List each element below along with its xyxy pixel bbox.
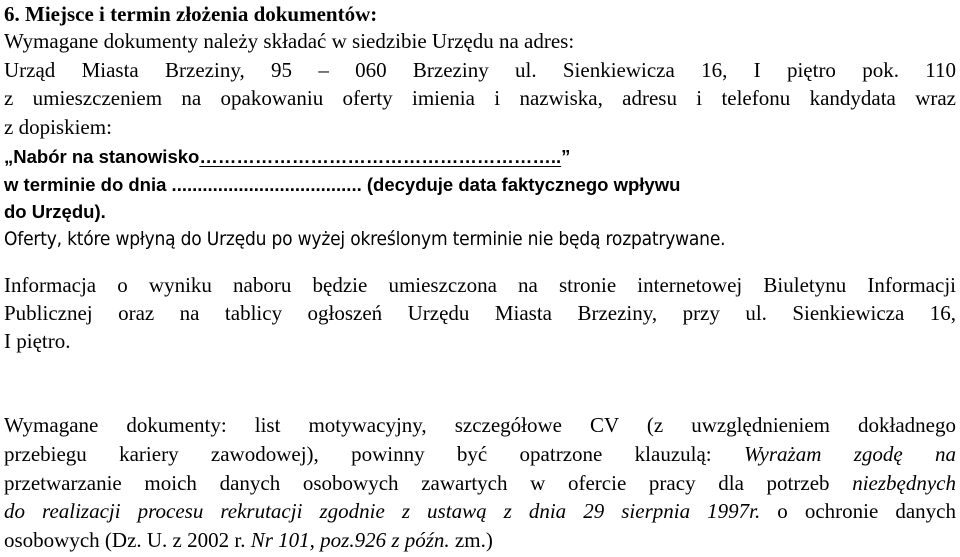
envelope-line: z umieszczeniem na opakowaniu oferty imienia i nazwiska, adresu i telefonu kandydata wraz <box>4 86 956 110</box>
section-heading: 6. Miejsce i termin złożenia dokumentów: <box>4 2 378 26</box>
deadline-line: w terminie do dnia ..................................... (decyduje data faktycznego wpływu <box>4 174 681 195</box>
intro-line: Wymagane dokumenty należy składać w siedzibie Urzędu na adres: <box>4 29 575 53</box>
deadline-end: do Urzędu). <box>4 201 106 222</box>
result-info-line-1: Informacja o wyniku naboru będzie umieszczona na stronie internetowej Biuletynu Informacji <box>4 273 956 297</box>
required-docs-line-4 <box>4 497 956 525</box>
position-label-close: ” <box>561 146 571 167</box>
required-docs-line-1: Wymagane dokumenty: list motywacyjny, szczegółowe CV (z uwzględnieniem dokładnego <box>4 413 956 437</box>
required-docs-line-2-plain: przebiegu kariery zawodowej), powinny być opatrzone klauzulą: <box>4 442 712 466</box>
position-label-blanks: ………………………………………………….. <box>199 146 562 167</box>
result-info-line-2: Publicznej oraz na tablicy ogłoszeń Urzędu Miasta Brzeziny, przy ul. Sienkiewicza 16, <box>4 301 956 325</box>
law-reference: Nr 101, poz.926 z późn. <box>250 528 450 552</box>
position-label-line <box>4 143 956 171</box>
consent-clause-start: Wyrażam zgodę na <box>743 442 957 466</box>
required-docs-line-3-plain: przetwarzanie moich danych osobowych zawartych w ofercie pracy dla potrzeb <box>4 471 830 495</box>
required-docs-line-5-plain-b: zm.) <box>454 528 493 552</box>
annotation-line: z dopiskiem: <box>4 115 112 139</box>
required-docs-line-2 <box>4 440 956 468</box>
result-info-line-3: I piętro. <box>4 329 71 353</box>
required-docs-line-5 <box>4 526 956 554</box>
required-docs-line-5-plain-a: osobowych (Dz. U. z 2002 r. <box>4 528 246 552</box>
required-docs-line-3 <box>4 469 956 497</box>
address-line: Urząd Miasta Brzeziny, 95 – 060 Brzeziny ul. Sienkiewicza 16, I piętro pok. 110 <box>4 58 956 82</box>
consent-clause-mid: niezbędnych <box>852 471 956 495</box>
required-docs-line-4-plain: o ochronie danych <box>777 499 956 523</box>
late-notice: Oferty, które wpłyną do Urzędu po wyżej określonym terminie nie będą rozpatrywane. <box>4 228 726 250</box>
position-label-open: „Nabór na stanowisko <box>4 146 200 167</box>
consent-clause-law: do realizacji procesu rekrutacji zgodnie z ustawą z dnia 29 sierpnia 1997r. <box>4 499 761 523</box>
